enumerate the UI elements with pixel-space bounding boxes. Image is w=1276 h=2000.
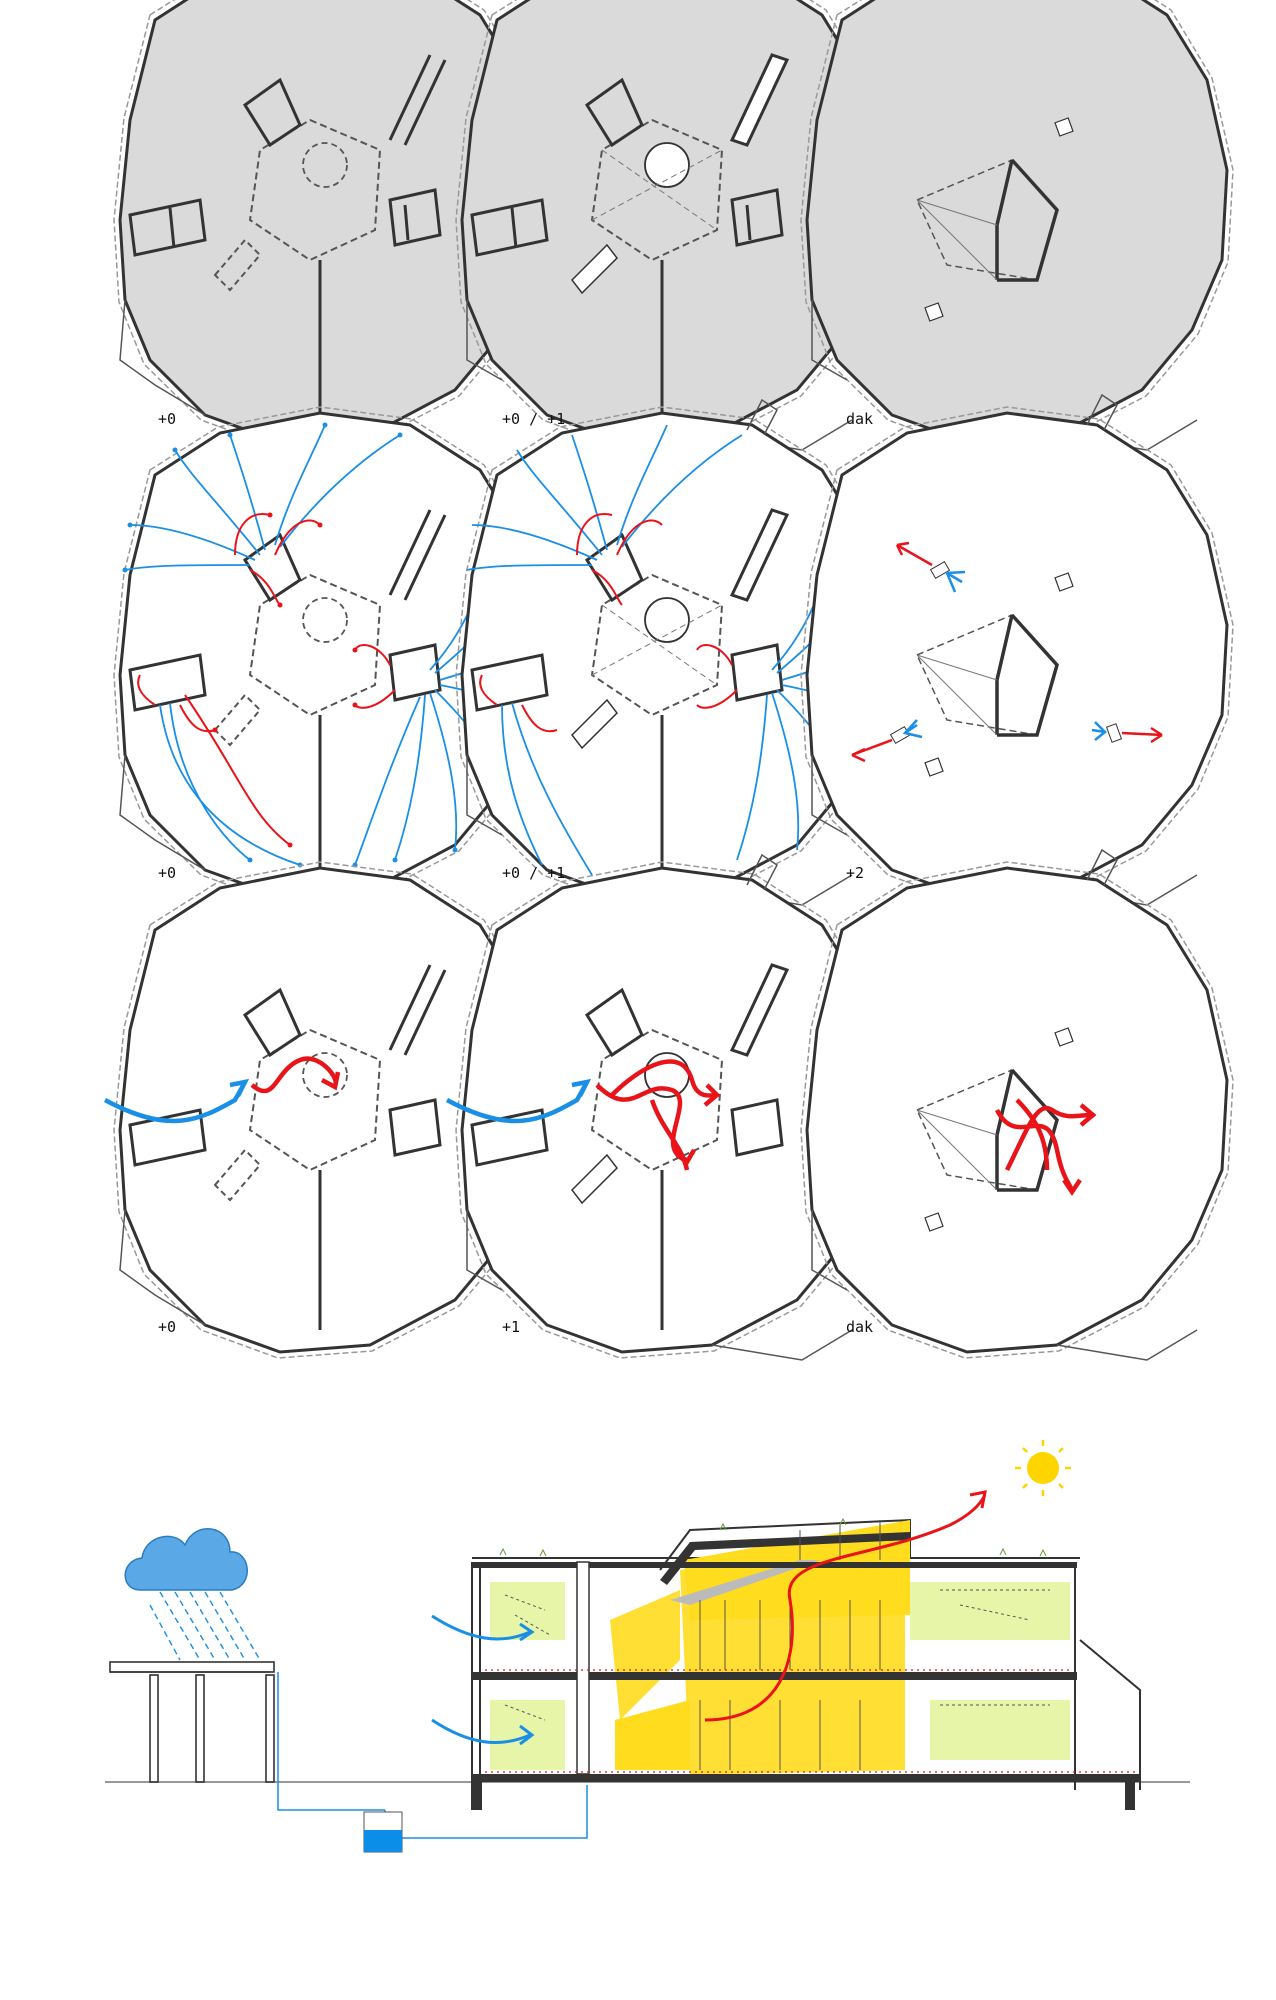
plan-label: +0 / +1 — [502, 864, 566, 882]
building-section — [105, 1440, 1190, 1852]
sun-icon — [1015, 1440, 1071, 1496]
plan-label: +0 — [158, 864, 177, 882]
plan-label: dak — [846, 410, 874, 428]
plan-label: +0 / +1 — [502, 410, 566, 428]
plan-row1 — [114, 0, 1233, 450]
plan-row2 — [114, 395, 1233, 905]
plan-label: +2 — [846, 864, 865, 882]
rain-cloud-icon — [125, 1529, 260, 1660]
plan-label: dak — [846, 1318, 874, 1336]
plan-r3-roof — [801, 850, 1233, 1360]
plan-label: +0 — [158, 1318, 177, 1336]
plan-r2-floor2 — [801, 395, 1233, 905]
plan-label: +0 — [158, 410, 177, 428]
plan-row3 — [105, 850, 1233, 1360]
water-tank-icon — [364, 1812, 402, 1852]
plan-label: +1 — [502, 1318, 521, 1336]
plan-r1-roof — [801, 0, 1233, 450]
